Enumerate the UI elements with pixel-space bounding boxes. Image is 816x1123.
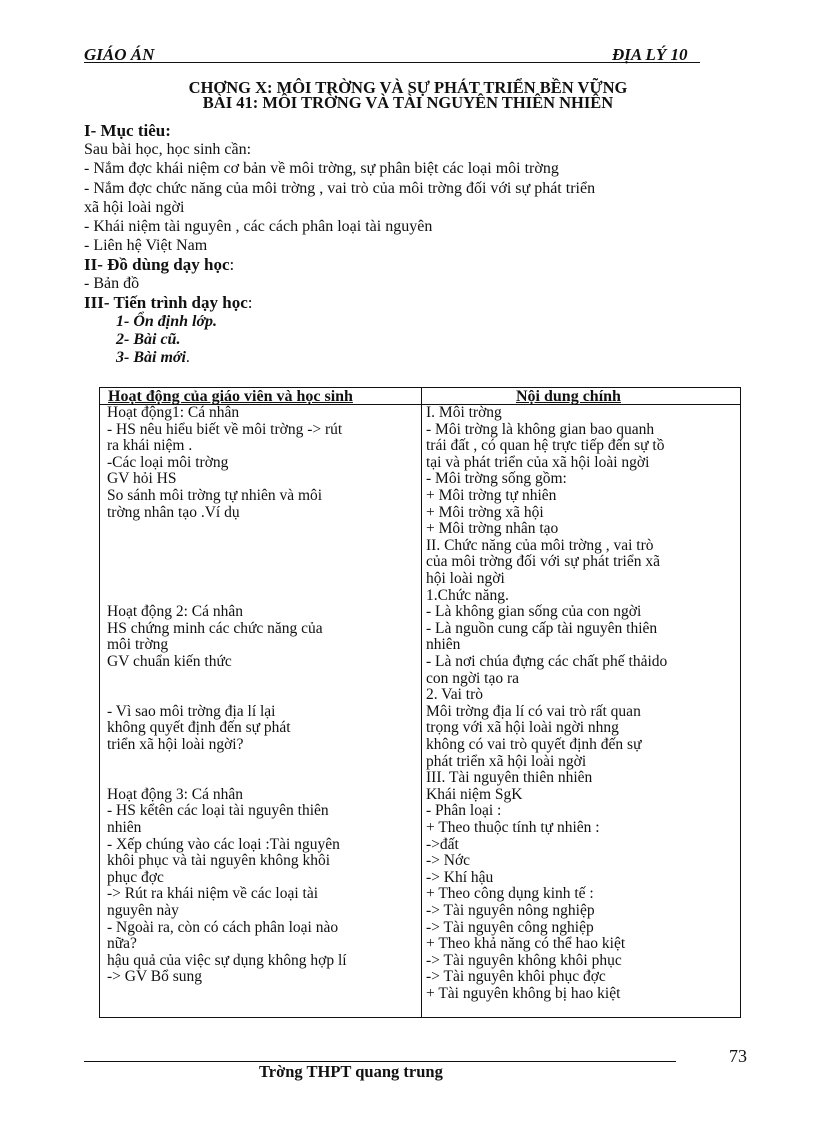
content-line: -> Tài nguyên không khôi phục [426, 951, 622, 969]
activity-line: Hoạt động1: Cá nhân [107, 405, 240, 421]
procedure-step: 2- Bài cũ. [116, 331, 181, 348]
content-line: - Môi trờng là không gian bao quanh [426, 420, 655, 438]
activity-line: So sánh môi trờng tự nhiên và môi [107, 487, 323, 504]
objective-line: Sau bài học, học sinh cần: [84, 141, 252, 158]
content-line: -> Khí hậu [426, 868, 494, 886]
school-name: Trờng THPT quang trung [259, 1062, 443, 1081]
content-line: trọng với xã hội loài ngời nhng [426, 719, 619, 737]
procedure-step-3 [116, 349, 190, 367]
objective-line: - Khái niệm tài nguyên , các cách phân loại tài nguyên [84, 218, 433, 235]
activity-line: nhiên [107, 819, 142, 836]
content-line: + Môi trờng nhân tạo [426, 520, 559, 538]
content-line: nhiên [426, 636, 461, 654]
content-line: - Là không gian sống của con ngời [426, 603, 642, 621]
activity-line: khôi phục và tài nguyên không khôi [107, 852, 330, 870]
content-line: -> Tài nguyên nông nghiệp [426, 902, 595, 919]
activity-line: triển xã hội loài ngời? [107, 736, 244, 753]
activity-line: -Các loại môi trờng [107, 453, 229, 471]
section-3-colon: : [247, 293, 253, 312]
activity-line: môi trờng [107, 636, 169, 654]
content-line: - Là nơi chúa đựng các chất phế thảido [426, 653, 668, 670]
activity-line: - Ngoài ra, còn có cách phân loại nào [107, 918, 339, 936]
activity-line: - HS kểtên các loại tài nguyên thiên [107, 802, 329, 820]
objective-line: - Liên hệ Việt Nam [84, 237, 208, 254]
activity-line: - HS nêu hiểu biết về môi trờng -> rút [107, 420, 343, 438]
content-line: + Môi trờng xã hội [426, 503, 544, 521]
content-line: hội loài ngời [426, 570, 505, 587]
content-line: -> Nớc [426, 852, 471, 870]
section-2-heading-text: II- Đồ dùng dạy học [84, 255, 230, 274]
activity-line: ra khái niệm . [107, 437, 193, 455]
materials-line: - Bản đồ [84, 275, 140, 292]
procedure-step: 1- Ổn định lớp. [116, 313, 218, 330]
activity-line: phục đợc [107, 868, 164, 886]
content-line: -> Tài nguyên công nghiệp [426, 918, 594, 936]
section-2-heading [84, 256, 234, 274]
activity-line: nguyên này [107, 902, 179, 919]
content-line: - Môi trờng sống gồm: [426, 470, 567, 488]
section-3-heading [84, 294, 252, 312]
activity-line: Hoạt động 3: Cá nhân [107, 785, 244, 803]
activity-line: - Xếp chúng vào các loại :Tài nguyên [107, 835, 340, 853]
content-line: tại và phát triển của xã hội loài ngời [426, 453, 650, 471]
content-line: trái đất , có quan hệ trực tiếp đến sự tồ [426, 437, 665, 455]
content-column [426, 405, 739, 1017]
header-left: GIÁO ÁN [84, 45, 155, 64]
objective-line: xã hội loài ngời [84, 199, 185, 216]
activity-line: Hoạt động 2: Cá nhân [107, 603, 244, 621]
section-2-colon: : [229, 255, 235, 274]
content-line: + Môi trờng tự nhiên [426, 487, 557, 504]
content-line: -> Tài nguyên khôi phục đợc [426, 968, 606, 986]
section-1-heading: I- Mục tiêu: [84, 121, 171, 140]
content-line: - Phân loại : [426, 802, 502, 820]
content-line: III. Tài nguyên thiên nhiên [426, 769, 593, 787]
content-line: 1.Chức năng. [426, 586, 509, 604]
content-line: I. Môi trờng [426, 405, 502, 421]
col1-header: Hoạt động của giáo viên và học sinh [108, 388, 353, 405]
chapter-title: CHƠNG X: MÔI TRỜNG VÀ SỰ PHÁT TRIỂN BỀN VỮNG [188, 78, 628, 97]
page-number: 73 [729, 1046, 747, 1066]
content-line: phát triển xã hội loài ngời [426, 752, 587, 770]
content-line: của môi trờng đối với sự phát triển xã [426, 553, 660, 571]
content-line: + Theo thuộc tính tự nhiên : [426, 819, 600, 836]
content-line: + Theo khả năng có thể hao kiệt [426, 935, 626, 953]
activity-line: - Vì sao môi trờng địa lí lại [107, 702, 276, 720]
content-line: ->đất [426, 835, 459, 853]
activities-column [107, 405, 419, 1017]
content-line: không có vai trò quyết định đến sự [426, 736, 642, 753]
activity-line: GV hỏi HS [107, 470, 177, 488]
activity-line: không quyết định đến sự phát [107, 719, 291, 737]
objective-line: - Nắm đợc khái niệm cơ bản về môi trờng, sự phân biệt các loại môi trờng [84, 160, 559, 177]
lesson-title: BÀI 41: MÔI TRỜNG VÀ TÀI NGUYÊN THIÊN NHIÊN [202, 93, 614, 112]
header-right: ĐỊA LÝ 10 [612, 45, 688, 64]
activity-line: trờng nhân tạo .Ví dụ [107, 503, 240, 521]
content-line: + Tài nguyên không bị hao kiệt [426, 985, 621, 1002]
procedure-step: 3- Bài mới [116, 349, 186, 366]
content-line: + Theo công dụng kinh tế : [426, 885, 594, 903]
content-line: - Là nguồn cung cấp tài nguyên thiên [426, 619, 658, 637]
activity-line: nữa? [107, 935, 137, 953]
table-column-divider [421, 387, 422, 1018]
content-line: II. Chức năng của môi trờng , vai trò [426, 536, 654, 554]
section-3-heading-text: III- Tiến trình dạy học [84, 293, 248, 312]
activity-line: HS chứng minh các chức năng của [107, 619, 323, 637]
content-line: 2. Vai trò [426, 686, 483, 704]
activity-line: -> Rút ra khái niệm về các loại tài [107, 885, 319, 903]
activity-line: -> GV Bổ sung [107, 968, 203, 986]
activity-line: hậu quả của việc sự dụng không hợp lí [107, 951, 347, 969]
objective-line: - Nắm đợc chức năng của môi trờng , vai trò của môi trờng đối với sự phát triển [84, 180, 596, 197]
col2-header: Nội dung chính [516, 388, 621, 405]
header-rule [84, 62, 700, 63]
content-line: Môi trờng địa lí có vai trò rất quan [426, 702, 641, 720]
content-line: con ngời tạo ra [426, 669, 519, 687]
content-line: Khái niệm SgK [426, 785, 523, 803]
activity-line: GV chuẩn kiến thức [107, 653, 232, 670]
procedure-step-tail: . [185, 349, 190, 366]
